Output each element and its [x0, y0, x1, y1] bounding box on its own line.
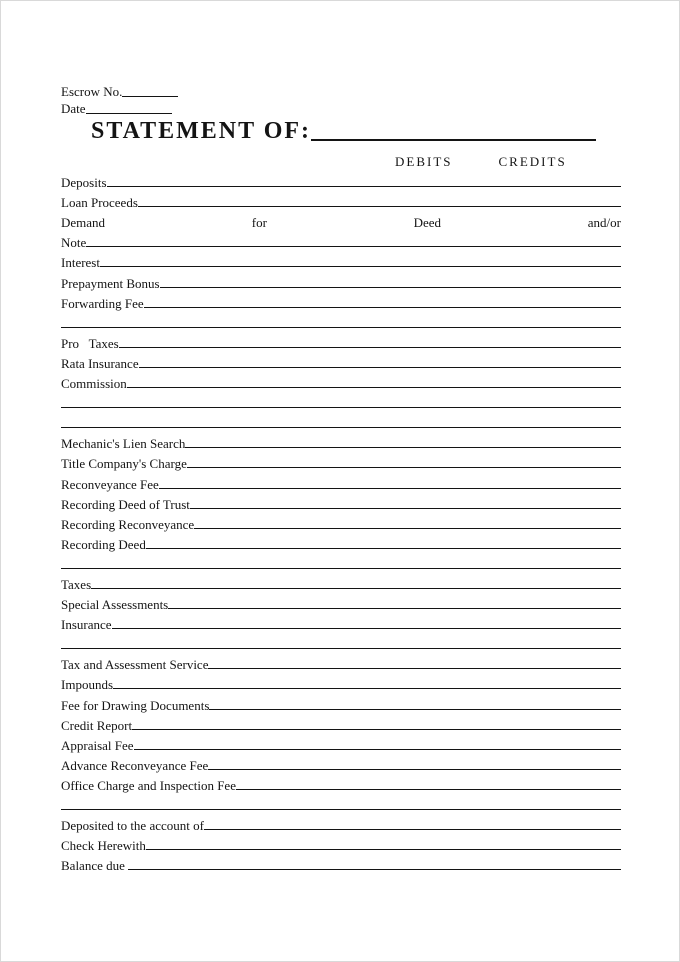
- fill-in-line: [113, 688, 621, 689]
- form-row: [61, 511, 621, 531]
- row-label: Deposits: [61, 175, 107, 191]
- fill-in-line: [236, 789, 621, 790]
- fill-in-line: [107, 186, 622, 187]
- row-word: and/or: [587, 215, 621, 231]
- form-row: [61, 752, 621, 772]
- fill-in-line: [194, 528, 621, 529]
- form-row: [61, 491, 621, 511]
- fill-in-line: [100, 266, 621, 267]
- fill-in-line: [159, 488, 621, 489]
- form-row: [61, 189, 621, 209]
- form-row: [61, 732, 621, 752]
- form-row: [61, 450, 621, 470]
- row-label: Taxes: [61, 576, 92, 592]
- fill-in-line: [138, 206, 621, 207]
- column-headers: [61, 155, 621, 168]
- date-blank-line: [86, 113, 172, 114]
- fill-in-line: [146, 548, 621, 549]
- row-label: Pro Taxes: [61, 335, 119, 351]
- row-word: Demand: [61, 215, 106, 231]
- form-row: [61, 350, 621, 370]
- form-row: [61, 772, 621, 792]
- row-label: Note: [61, 235, 87, 251]
- row-label: Special Assessments: [61, 597, 169, 613]
- fill-in-line: [119, 347, 621, 348]
- form-row: [61, 691, 621, 711]
- fill-in-line: [187, 467, 621, 468]
- row-word: Deed: [413, 215, 442, 231]
- fill-in-line: [160, 287, 621, 288]
- form-row: [61, 249, 621, 269]
- escrow-no-row: [61, 83, 178, 101]
- blank-line-row: [61, 410, 621, 430]
- debits-column-header: DEBITS: [395, 154, 453, 169]
- form-row: [61, 812, 621, 832]
- row-label: Deposited to the account of: [61, 818, 204, 834]
- row-label: Title Company's Charge: [61, 456, 187, 472]
- row-word: for: [251, 215, 267, 231]
- fill-in-line: [86, 246, 621, 247]
- credits-column-header: CREDITS: [498, 154, 567, 169]
- escrow-no-blank-line: [122, 96, 178, 97]
- row-label: Interest: [61, 255, 100, 271]
- form-row: [61, 852, 621, 872]
- row-label: Insurance: [61, 617, 112, 633]
- date-label: Date: [61, 101, 86, 116]
- fill-in-line: [209, 709, 621, 710]
- fill-in-line: [61, 648, 621, 649]
- date-row: [61, 100, 172, 118]
- escrow-no-label: Escrow No.: [61, 84, 123, 99]
- row-label: Appraisal Fee: [61, 737, 134, 753]
- row-label: Recording Deed of Trust: [61, 496, 190, 512]
- row-label: Check Herewith: [61, 838, 146, 854]
- fill-in-line: [91, 588, 621, 589]
- fill-in-line: [128, 869, 621, 870]
- fill-in-line: [61, 809, 621, 810]
- form-row: [61, 229, 621, 249]
- form-row: [61, 169, 621, 189]
- fill-in-line: [127, 387, 621, 388]
- form-row: [61, 651, 621, 671]
- fill-in-line: [61, 427, 621, 428]
- form-rows: [61, 169, 621, 872]
- form-row: [61, 671, 621, 691]
- form-row: [61, 712, 621, 732]
- fill-in-line: [208, 769, 621, 770]
- row-label: Recording Reconveyance: [61, 516, 195, 532]
- form-row: [61, 470, 621, 490]
- row-label: Reconveyance Fee: [61, 476, 159, 492]
- form-row: [61, 430, 621, 450]
- fill-in-line: [112, 628, 621, 629]
- statement-of-blank-line: [311, 139, 596, 141]
- fill-in-line: [168, 608, 621, 609]
- row-label: Forwarding Fee: [61, 295, 144, 311]
- demand-deed-row: [61, 209, 621, 229]
- fill-in-line: [134, 749, 621, 750]
- fill-in-line: [61, 407, 621, 408]
- fill-in-line: [185, 447, 621, 448]
- row-label: Balance due: [61, 858, 129, 874]
- form-row: [61, 832, 621, 852]
- row-label: Office Charge and Inspection Fee: [61, 777, 236, 793]
- fill-in-line: [139, 367, 621, 368]
- fill-in-line: [208, 668, 621, 669]
- row-label: Commission: [61, 376, 127, 392]
- form-row: [61, 290, 621, 310]
- blank-line-row: [61, 390, 621, 410]
- fill-in-line: [61, 327, 621, 328]
- fill-in-line: [132, 729, 621, 730]
- statement-title-row: [91, 119, 596, 143]
- row-label: Tax and Assessment Service: [61, 657, 209, 673]
- form-row: [61, 611, 621, 631]
- row-label: Impounds: [61, 677, 113, 693]
- blank-line-row: [61, 792, 621, 812]
- row-label: Prepayment Bonus: [61, 275, 160, 291]
- fill-in-line: [144, 307, 621, 308]
- form-row: [61, 591, 621, 611]
- form-row: [61, 531, 621, 551]
- row-label: Recording Deed: [61, 536, 146, 552]
- blank-line-row: [61, 551, 621, 571]
- row-label: Rata Insurance: [61, 355, 139, 371]
- row-label: Fee for Drawing Documents: [61, 697, 210, 713]
- fill-in-line: [190, 508, 621, 509]
- row-label: Mechanic's Lien Search: [61, 436, 186, 452]
- blank-line-row: [61, 310, 621, 330]
- form-row: [61, 571, 621, 591]
- row-label: Credit Report: [61, 717, 133, 733]
- fill-in-line: [204, 829, 621, 830]
- form-row: [61, 370, 621, 390]
- row-label: Loan Proceeds: [61, 195, 138, 211]
- form-title: STATEMENT OF:: [91, 118, 312, 144]
- fill-in-line: [146, 849, 621, 850]
- row-label: Advance Reconveyance Fee: [61, 757, 209, 773]
- fill-in-line: [61, 568, 621, 569]
- form-row: [61, 330, 621, 350]
- blank-line-row: [61, 631, 621, 651]
- form-row: [61, 269, 621, 289]
